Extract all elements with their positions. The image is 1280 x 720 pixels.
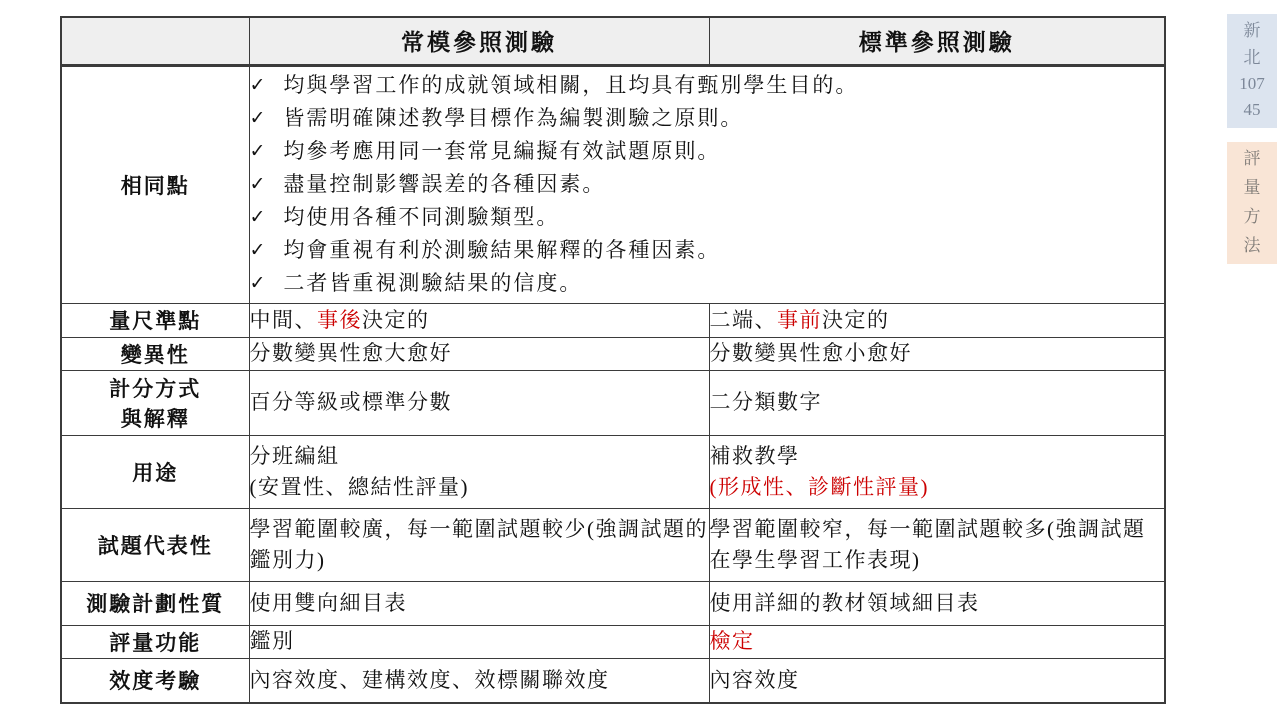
similarity-text: 皆需明確陳述教學目標作為編製測驗之原則。 xyxy=(283,106,744,131)
scale-point-norm-cell xyxy=(249,303,709,337)
row-validity xyxy=(61,658,1165,703)
header-norm-referenced: 常模參照測驗 xyxy=(249,17,709,65)
similarity-text: 均會重視有利於測驗結果解釋的各種因素。 xyxy=(283,238,721,263)
row-label-representativeness: 試題代表性 xyxy=(61,508,249,581)
row-test-plan xyxy=(61,581,1165,625)
table-header-row xyxy=(61,17,1165,65)
scoring-criterion-cell: 二分類數字 xyxy=(709,370,1165,435)
similarity-item xyxy=(250,201,1165,234)
row-assessment-function xyxy=(61,625,1165,658)
assessment-function-norm-cell: 鑑別 xyxy=(249,625,709,658)
usage-norm-cell xyxy=(249,435,709,508)
label-line: 與解釋 xyxy=(120,406,190,431)
similarity-text: 盡量控制影響誤差的各種因素。 xyxy=(283,172,606,197)
text-segment: 決定的 xyxy=(362,307,430,332)
row-scoring xyxy=(61,370,1165,435)
representativeness-criterion-cell: 學習範圍較窄，每一範圍試題較多(強調試題在學生學習工作表現) xyxy=(709,508,1165,581)
text-segment: 決定的 xyxy=(822,307,890,332)
row-label-assessment-function: 評量功能 xyxy=(61,625,249,658)
row-label-test-plan: 測驗計劃性質 xyxy=(61,581,249,625)
row-scale-point xyxy=(61,303,1165,337)
badge-char: 法 xyxy=(1243,235,1261,255)
usage-criterion-cell xyxy=(709,435,1165,508)
scoring-norm-cell: 百分等級或標準分數 xyxy=(249,370,709,435)
variability-criterion-cell: 分數變異性愈小愈好 xyxy=(709,337,1165,370)
validity-criterion-cell: 內容效度 xyxy=(709,658,1165,703)
check-icon: ✓ xyxy=(249,73,268,96)
similarity-text: 均參考應用同一套常見編擬有效試題原則。 xyxy=(283,139,721,164)
similarities-cell xyxy=(249,65,1165,303)
row-label-scoring xyxy=(61,370,249,435)
row-label-similarities: 相同點 xyxy=(61,65,249,303)
header-criterion-referenced: 標準參照測驗 xyxy=(709,17,1165,65)
usage-norm-line2: (安置性、總結性評量) xyxy=(249,474,469,499)
text-segment: 二端、 xyxy=(709,307,777,332)
similarity-item xyxy=(250,267,1165,300)
validity-norm-cell: 內容效度、建構效度、效標關聯效度 xyxy=(249,658,709,703)
badge-new-taipei-107-45 xyxy=(1227,14,1277,128)
test-plan-criterion-cell: 使用詳細的教材領域細目表 xyxy=(709,581,1165,625)
row-label-variability: 變異性 xyxy=(61,337,249,370)
test-plan-norm-cell: 使用雙向細目表 xyxy=(249,581,709,625)
check-icon: ✓ xyxy=(249,205,268,228)
check-icon: ✓ xyxy=(249,238,268,261)
text-segment-red: 事後 xyxy=(317,307,362,332)
row-variability xyxy=(61,337,1165,370)
similarity-text: 均與學習工作的成就領域相關，且均具有甄別學生目的。 xyxy=(283,73,859,98)
similarity-text: 均使用各種不同測驗類型。 xyxy=(283,205,560,230)
comparison-table xyxy=(60,16,1166,704)
assessment-function-criterion-cell: 檢定 xyxy=(709,625,1165,658)
row-label-scale-point: 量尺準點 xyxy=(61,303,249,337)
usage-norm-line1: 分班編組 xyxy=(249,444,340,469)
badge-char: 北 xyxy=(1243,47,1261,67)
scale-point-criterion-cell xyxy=(709,303,1165,337)
row-usage xyxy=(61,435,1165,508)
badge-assessment-methods xyxy=(1227,142,1277,264)
text-segment: 中間、 xyxy=(249,307,317,332)
header-empty-cell xyxy=(61,17,249,65)
check-icon: ✓ xyxy=(249,106,268,129)
check-icon: ✓ xyxy=(249,139,268,162)
row-similarities xyxy=(61,65,1165,303)
similarity-item xyxy=(250,168,1165,201)
similarity-item xyxy=(250,135,1165,168)
similarity-item xyxy=(250,69,1165,102)
variability-norm-cell: 分數變異性愈大愈好 xyxy=(249,337,709,370)
similarity-item xyxy=(250,102,1165,135)
badge-char: 評 xyxy=(1243,149,1261,169)
check-icon: ✓ xyxy=(249,172,268,195)
badge-char: 新 xyxy=(1243,21,1261,41)
usage-criterion-line1: 補救教學 xyxy=(709,444,800,469)
similarity-text: 二者皆重視測驗結果的信度。 xyxy=(283,271,583,296)
label-line: 計分方式 xyxy=(109,376,202,401)
usage-criterion-line2-red: (形成性、診斷性評量) xyxy=(709,474,929,499)
row-label-validity: 效度考驗 xyxy=(61,658,249,703)
row-representativeness xyxy=(61,508,1165,581)
similarity-item xyxy=(250,234,1165,267)
badge-number: 45 xyxy=(1243,100,1261,120)
badge-char: 方 xyxy=(1243,207,1261,226)
text-segment-red: 事前 xyxy=(777,307,822,332)
check-icon: ✓ xyxy=(249,271,268,294)
representativeness-norm-cell: 學習範圍較廣，每一範圍試題較少(強調試題的鑑別力) xyxy=(249,508,709,581)
row-label-usage: 用途 xyxy=(61,435,249,508)
badge-number: 107 xyxy=(1239,74,1265,93)
badge-char: 量 xyxy=(1243,178,1261,198)
